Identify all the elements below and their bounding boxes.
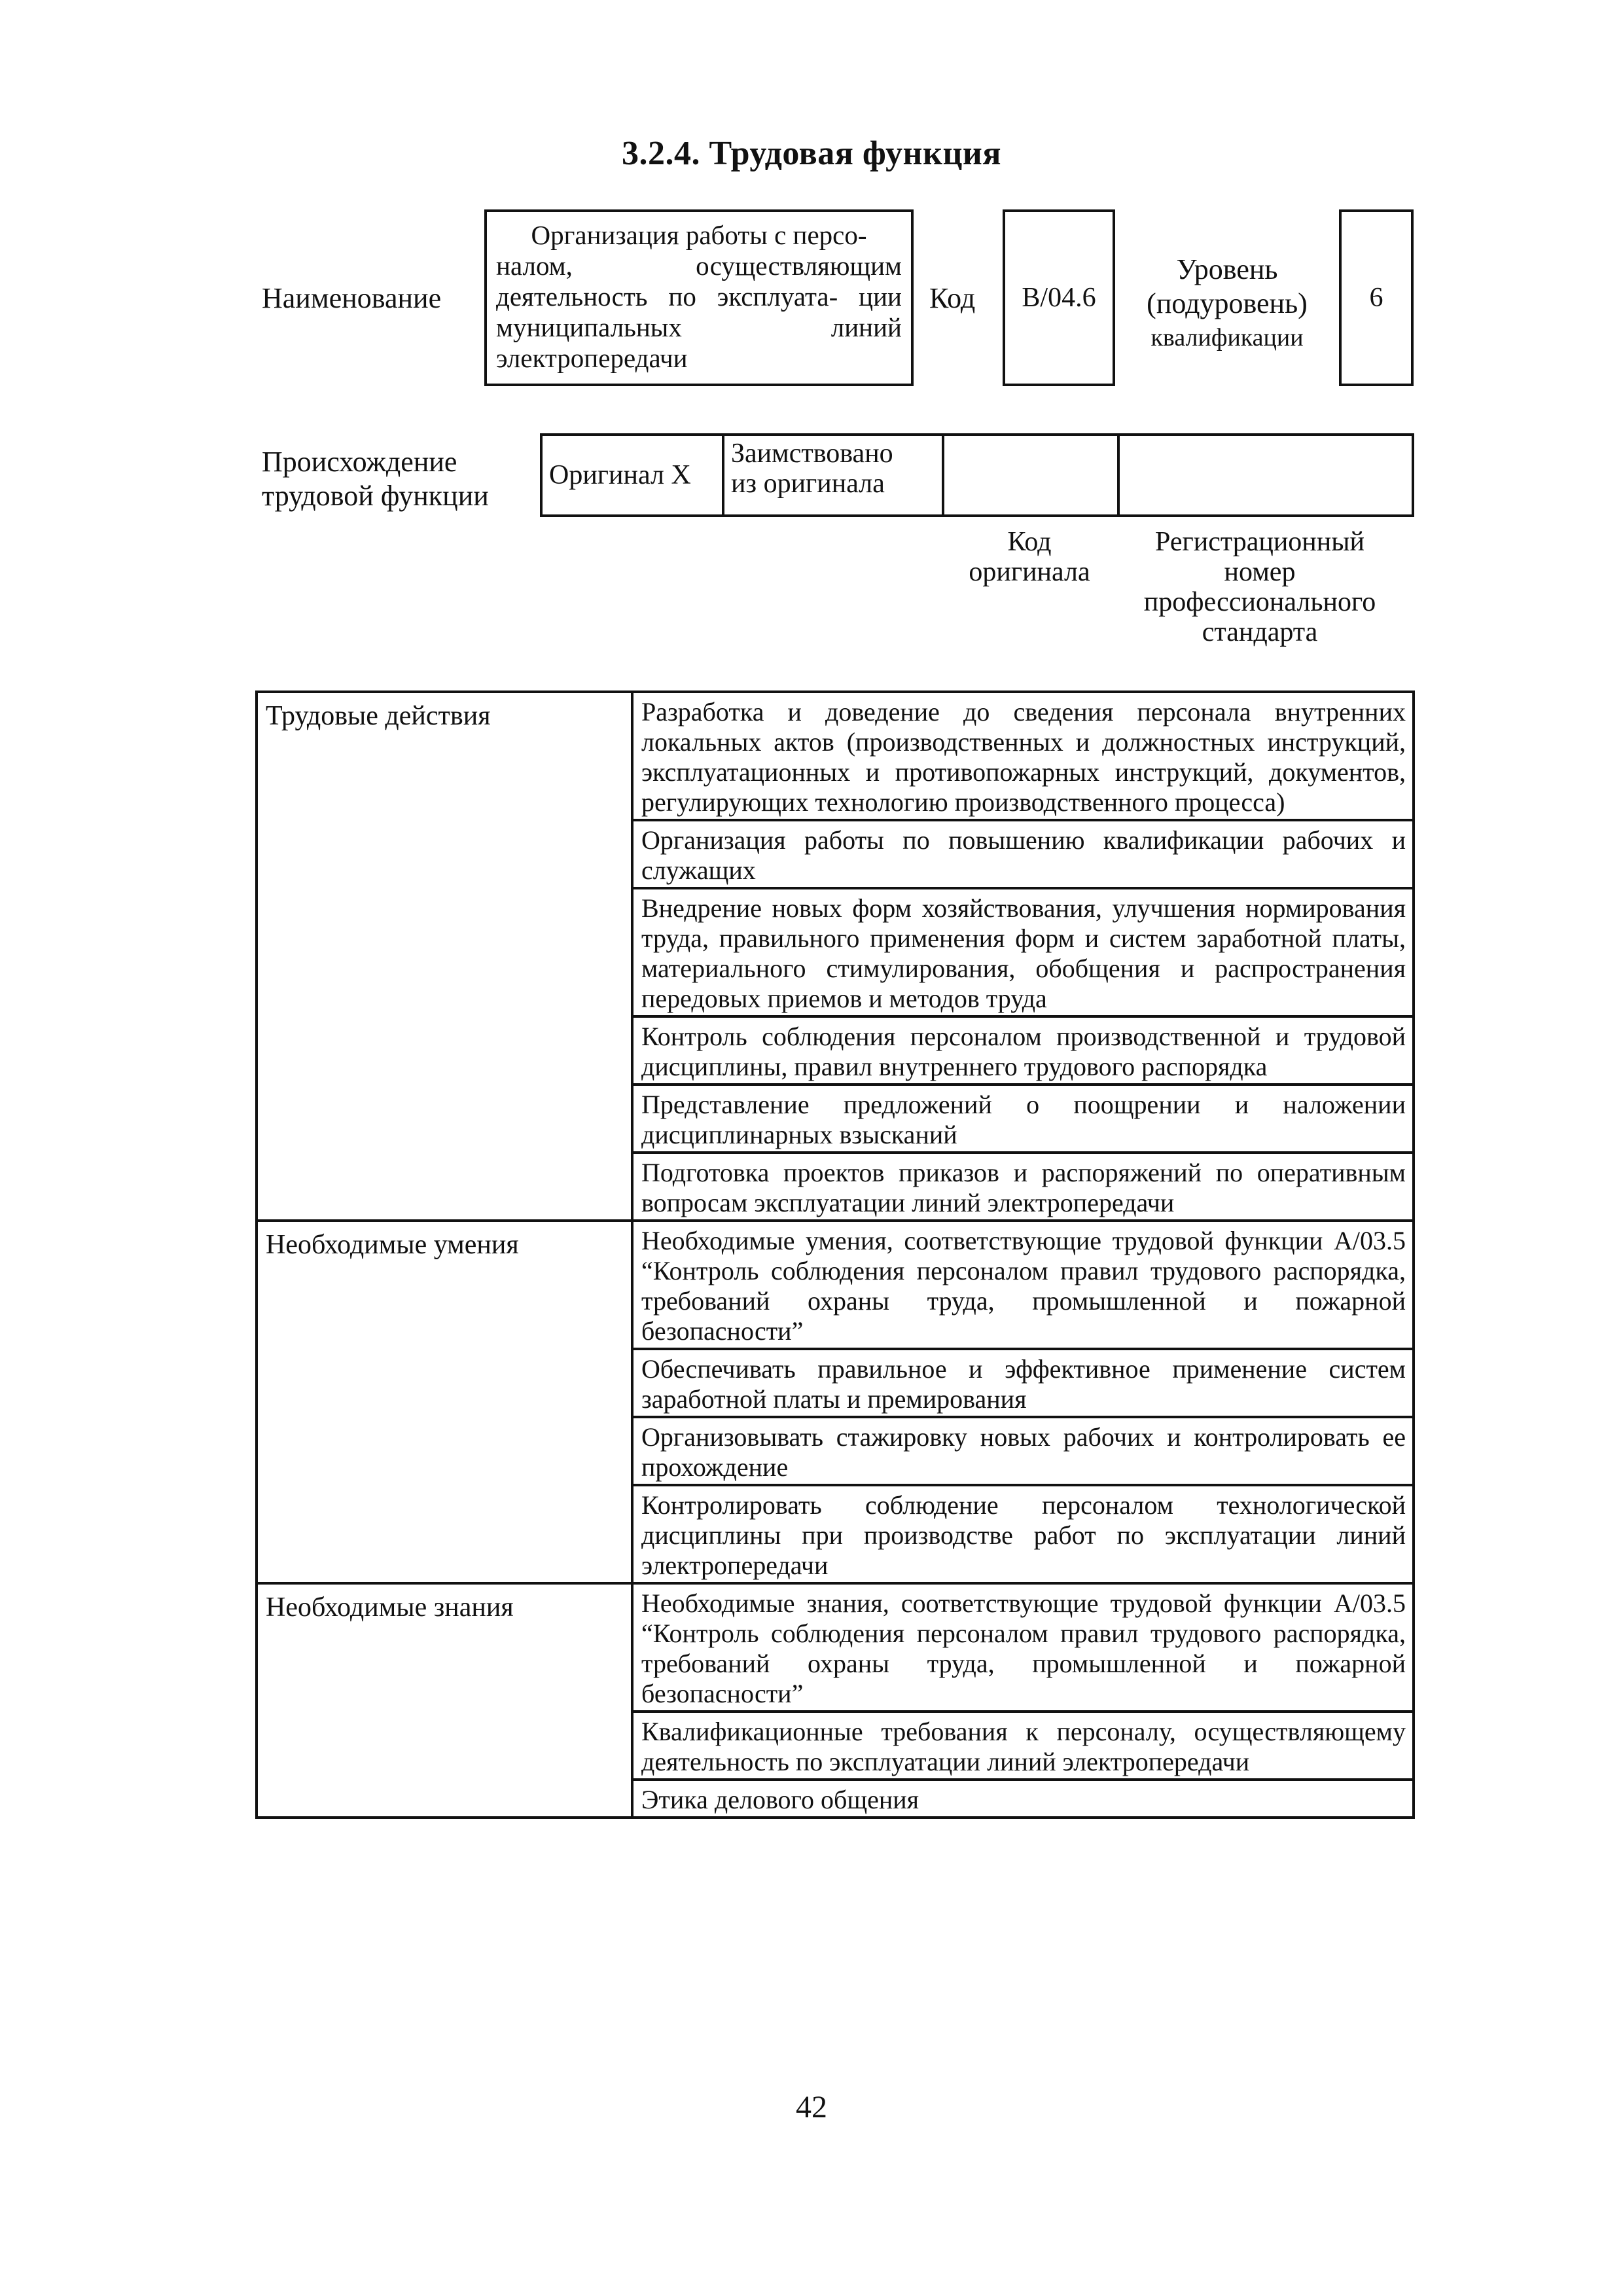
labor-action-item: Разработка и доведение до сведения персонала внутренних локальных актов (производственных и должностных инструкций, эксплуатационных и противопожарных инструкций, документов, регулирующих технологию производственного процесса) <box>632 692 1414 820</box>
reg-number-caption-line-1: Регистрационный <box>1155 527 1364 557</box>
skill-item: Организовывать стажировку новых рабочих и контролировать ее прохождение <box>632 1417 1414 1485</box>
section-title-labor-actions: Трудовые действия <box>257 692 632 1221</box>
section-title-required-knowledge: Необходимые знания <box>257 1583 632 1818</box>
original-code-caption-line-2: оригинала <box>969 557 1090 587</box>
knowledge-item: Этика делового общения <box>632 1780 1414 1818</box>
original-code-caption-line-1: Код <box>1007 527 1052 557</box>
name-label: Наименование <box>262 282 442 314</box>
code-box <box>1003 209 1115 386</box>
skill-item: Контролировать соблюдение персоналом технологической дисциплины при производстве работ по эксплуатации линий электропередачи <box>632 1485 1414 1583</box>
level-box <box>1339 209 1414 386</box>
skill-item: Необходимые умения, соответствующие трудовой функции A/03.5 “Контроль соблюдения персоналом правил трудового распорядка, требований охраны труда, промышленной и пожарной безопасности” <box>632 1221 1414 1349</box>
origin-original-cell <box>541 435 723 516</box>
page-number: 42 <box>796 2090 827 2125</box>
original-code-caption <box>948 527 1111 587</box>
level-label <box>1120 253 1334 355</box>
function-name-rest: налом, осуществляющим деятельность по эксплуата- ции муниципальных линий электропередачи <box>496 251 902 373</box>
labor-action-item: Контроль соблюдения персоналом производственной и трудовой дисциплины, правил внутреннего трудового распорядка <box>632 1016 1414 1085</box>
origin-original: Оригинал X <box>549 460 691 490</box>
origin-label-line-1: Происхождение <box>262 446 457 478</box>
origin-reg-number-cell <box>1118 435 1413 516</box>
knowledge-item: Необходимые знания, соответствующие трудовой функции A/03.5 “Контроль соблюдения персоналом правил трудового распорядка, требований охраны труда, промышленной и пожарной безопасности” <box>632 1583 1414 1712</box>
table-row <box>257 1221 1414 1349</box>
function-details-table <box>255 691 1415 1819</box>
origin-borrowed-line-2: из оригинала <box>731 469 885 499</box>
reg-number-caption-line-4: стандарта <box>1202 617 1318 647</box>
labor-action-item: Подготовка проектов приказов и распоряжений по оперативным вопросам эксплуатации линий электропередачи <box>632 1153 1414 1221</box>
section-title-required-skills: Необходимые умения <box>257 1221 632 1583</box>
function-name-box <box>484 209 914 386</box>
table-row <box>257 692 1414 820</box>
reg-number-caption <box>1106 527 1414 647</box>
table-row <box>257 1583 1414 1712</box>
origin-label-line-2: трудовой функции <box>262 480 489 512</box>
level-value: 6 <box>1369 283 1383 313</box>
origin-code-cell <box>943 435 1118 516</box>
skill-item: Обеспечивать правильное и эффективное применение систем заработной платы и премирования <box>632 1349 1414 1417</box>
level-label-line-2: (подуровень) <box>1147 287 1308 319</box>
origin-borrowed-cell <box>723 435 943 516</box>
level-label-line-3: квалификации <box>1150 324 1304 351</box>
reg-number-caption-line-3: профессионального <box>1143 587 1376 617</box>
reg-number-caption-line-2: номер <box>1224 557 1296 587</box>
code-label: Код <box>929 282 976 314</box>
section-title: 3.2.4. Трудовая функция <box>621 135 1002 172</box>
origin-label <box>262 445 489 513</box>
labor-action-item: Представление предложений о поощрении и наложении дисциплинарных взысканий <box>632 1085 1414 1153</box>
function-name-line-1: Организация работы с персо- <box>531 220 867 250</box>
origin-row <box>541 435 1413 516</box>
origin-table <box>540 433 1414 517</box>
origin-borrowed-line-1: Заимствовано <box>731 439 893 469</box>
code-value: B/04.6 <box>1022 283 1096 313</box>
labor-action-item: Внедрение новых форм хозяйствования, улучшения нормирования труда, правильного применения форм и систем заработной платы, материального стимулирования, обобщения и распространения передовых приемов и методов труда <box>632 888 1414 1016</box>
level-label-line-1: Уровень <box>1176 253 1278 285</box>
knowledge-item: Квалификационные требования к персоналу, осуществляющему деятельность по эксплуатации линий электропередачи <box>632 1712 1414 1780</box>
labor-action-item: Организация работы по повышению квалификации рабочих и служащих <box>632 820 1414 888</box>
